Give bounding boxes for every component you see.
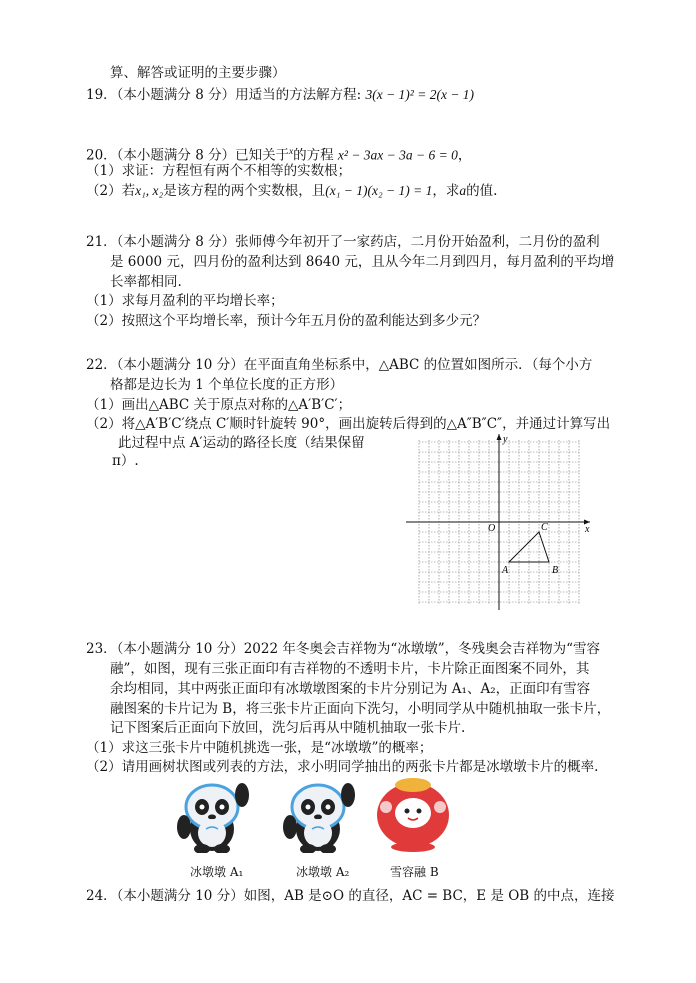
question-19: 19．（本小题满分 8 分）用适当的方法解方程: 3(x − 1)² = 2(x − 1) — [86, 87, 475, 103]
origin-label: O — [488, 523, 496, 534]
question-23-line-3: 余均相同，其中两张正面印有冰墩墩图案的卡片分别记为 A₁、A₂，正面印有雪容 — [110, 681, 591, 697]
y-axis-arrow — [497, 434, 502, 440]
question-21-part-2: （2）按照这个平均增长率，预计今年五月份的盈利能达到多少元？ — [86, 313, 487, 329]
question-20-part-1: （1）求证：方程恒有两个不相等的实数根； — [86, 163, 352, 179]
question-21-part-1: （1）求每月盈利的平均增长率； — [86, 293, 284, 309]
lantern-icon — [372, 777, 454, 853]
point-c-label: C — [541, 522, 548, 533]
coordinate-figure — [404, 432, 594, 612]
question-22-line-2: 格都是边长为 1 个单位长度的正方形） — [110, 377, 344, 393]
shuey-rhon-rhon-b-image — [372, 777, 454, 853]
question-22-part-1: （1）画出△ABC 关于原点对称的△A′B′C′； — [86, 397, 352, 413]
question-20: 20．（本小题满分 8 分）已知关于$^x$的方程 x² − 3ax − 3a − 6 = 0， — [86, 146, 472, 164]
question-20-part-2: （2）若x₁, x₂是该方程的两个实数根，且(x₁ − 1)(x₂ − 1) = 1，求a的值. — [86, 183, 498, 199]
point-a-label: A — [502, 565, 509, 576]
question-23-line-2: 融”，如图，现有三张正面印有吉祥物的不透明卡片，卡片除正面图案不同外，其 — [110, 661, 590, 677]
question-23-part-2: （2）请用画树状图或列表的方法，求小明同学抽出的两张卡片都是冰墩墩卡片的概率. — [86, 759, 599, 775]
question-21-line-1: 21．（本小题满分 8 分）张师傅今年初开了一家药店，二月份开始盈利，二月份的盈利 — [86, 234, 600, 250]
question-22-part-2: （2）将△A′B′C′绕点 C′顺时针旋转 90°，画出旋转后得到的△A″B″C″，并通过计算写出 — [86, 416, 611, 432]
caption-a2: 冰墩墩 A₂ — [296, 865, 350, 879]
caption-a1: 冰墩墩 A₁ — [190, 865, 244, 879]
x-axis-label: x — [585, 524, 590, 535]
bing-dwen-dwen-a2-image — [266, 777, 370, 853]
point-b-label: B — [552, 565, 559, 576]
question-22-part-2-end: π）. — [112, 453, 139, 469]
question-21-line-2: 是 6000 元，四月份的盈利达到 8640 元，且从今年二月到四月，每月盈利的平均增 — [110, 254, 615, 270]
y-axis-label: y — [503, 434, 508, 445]
panda-icon — [160, 777, 264, 853]
question-23-line-5: 记下图案后正面向下放回，洗匀后再从中随机抽取一张卡片. — [110, 720, 466, 736]
coordinate-grid — [404, 432, 594, 612]
question-23-part-1: （1）求这三张卡片中随机挑选一张，是“冰墩墩”的概率； — [86, 740, 433, 756]
question-24: 24．（本小题满分 10 分）如图，AB 是⊙O 的直径，AC = BC，E 是 OB 的中点，连接 — [86, 888, 615, 904]
question-21-line-3: 长率都相同. — [110, 274, 182, 290]
question-23-line-4: 融图案的卡片记为 B，将三张卡片正面向下洗匀，小明同学从中随机抽取一张卡片， — [110, 701, 611, 717]
intro-line: 算、解答或证明的主要步骤） — [110, 65, 286, 81]
caption-b: 雪容融 B — [390, 865, 439, 879]
bing-dwen-dwen-a1-image — [160, 777, 264, 853]
panda-icon — [266, 777, 370, 853]
question-22-part-2-cont: 此过程中点 A′运动的路径长度（结果保留 — [118, 435, 365, 451]
question-23-line-1: 23．（本小题满分 10 分）2022 年冬奥会吉祥物为“冰墩墩”，冬残奥会吉祥物为“雪容 — [86, 641, 601, 657]
question-22-line-1: 22．（本小题满分 10 分）在平面直角坐标系中，△ABC 的位置如图所示．（每个小方 — [86, 357, 593, 373]
